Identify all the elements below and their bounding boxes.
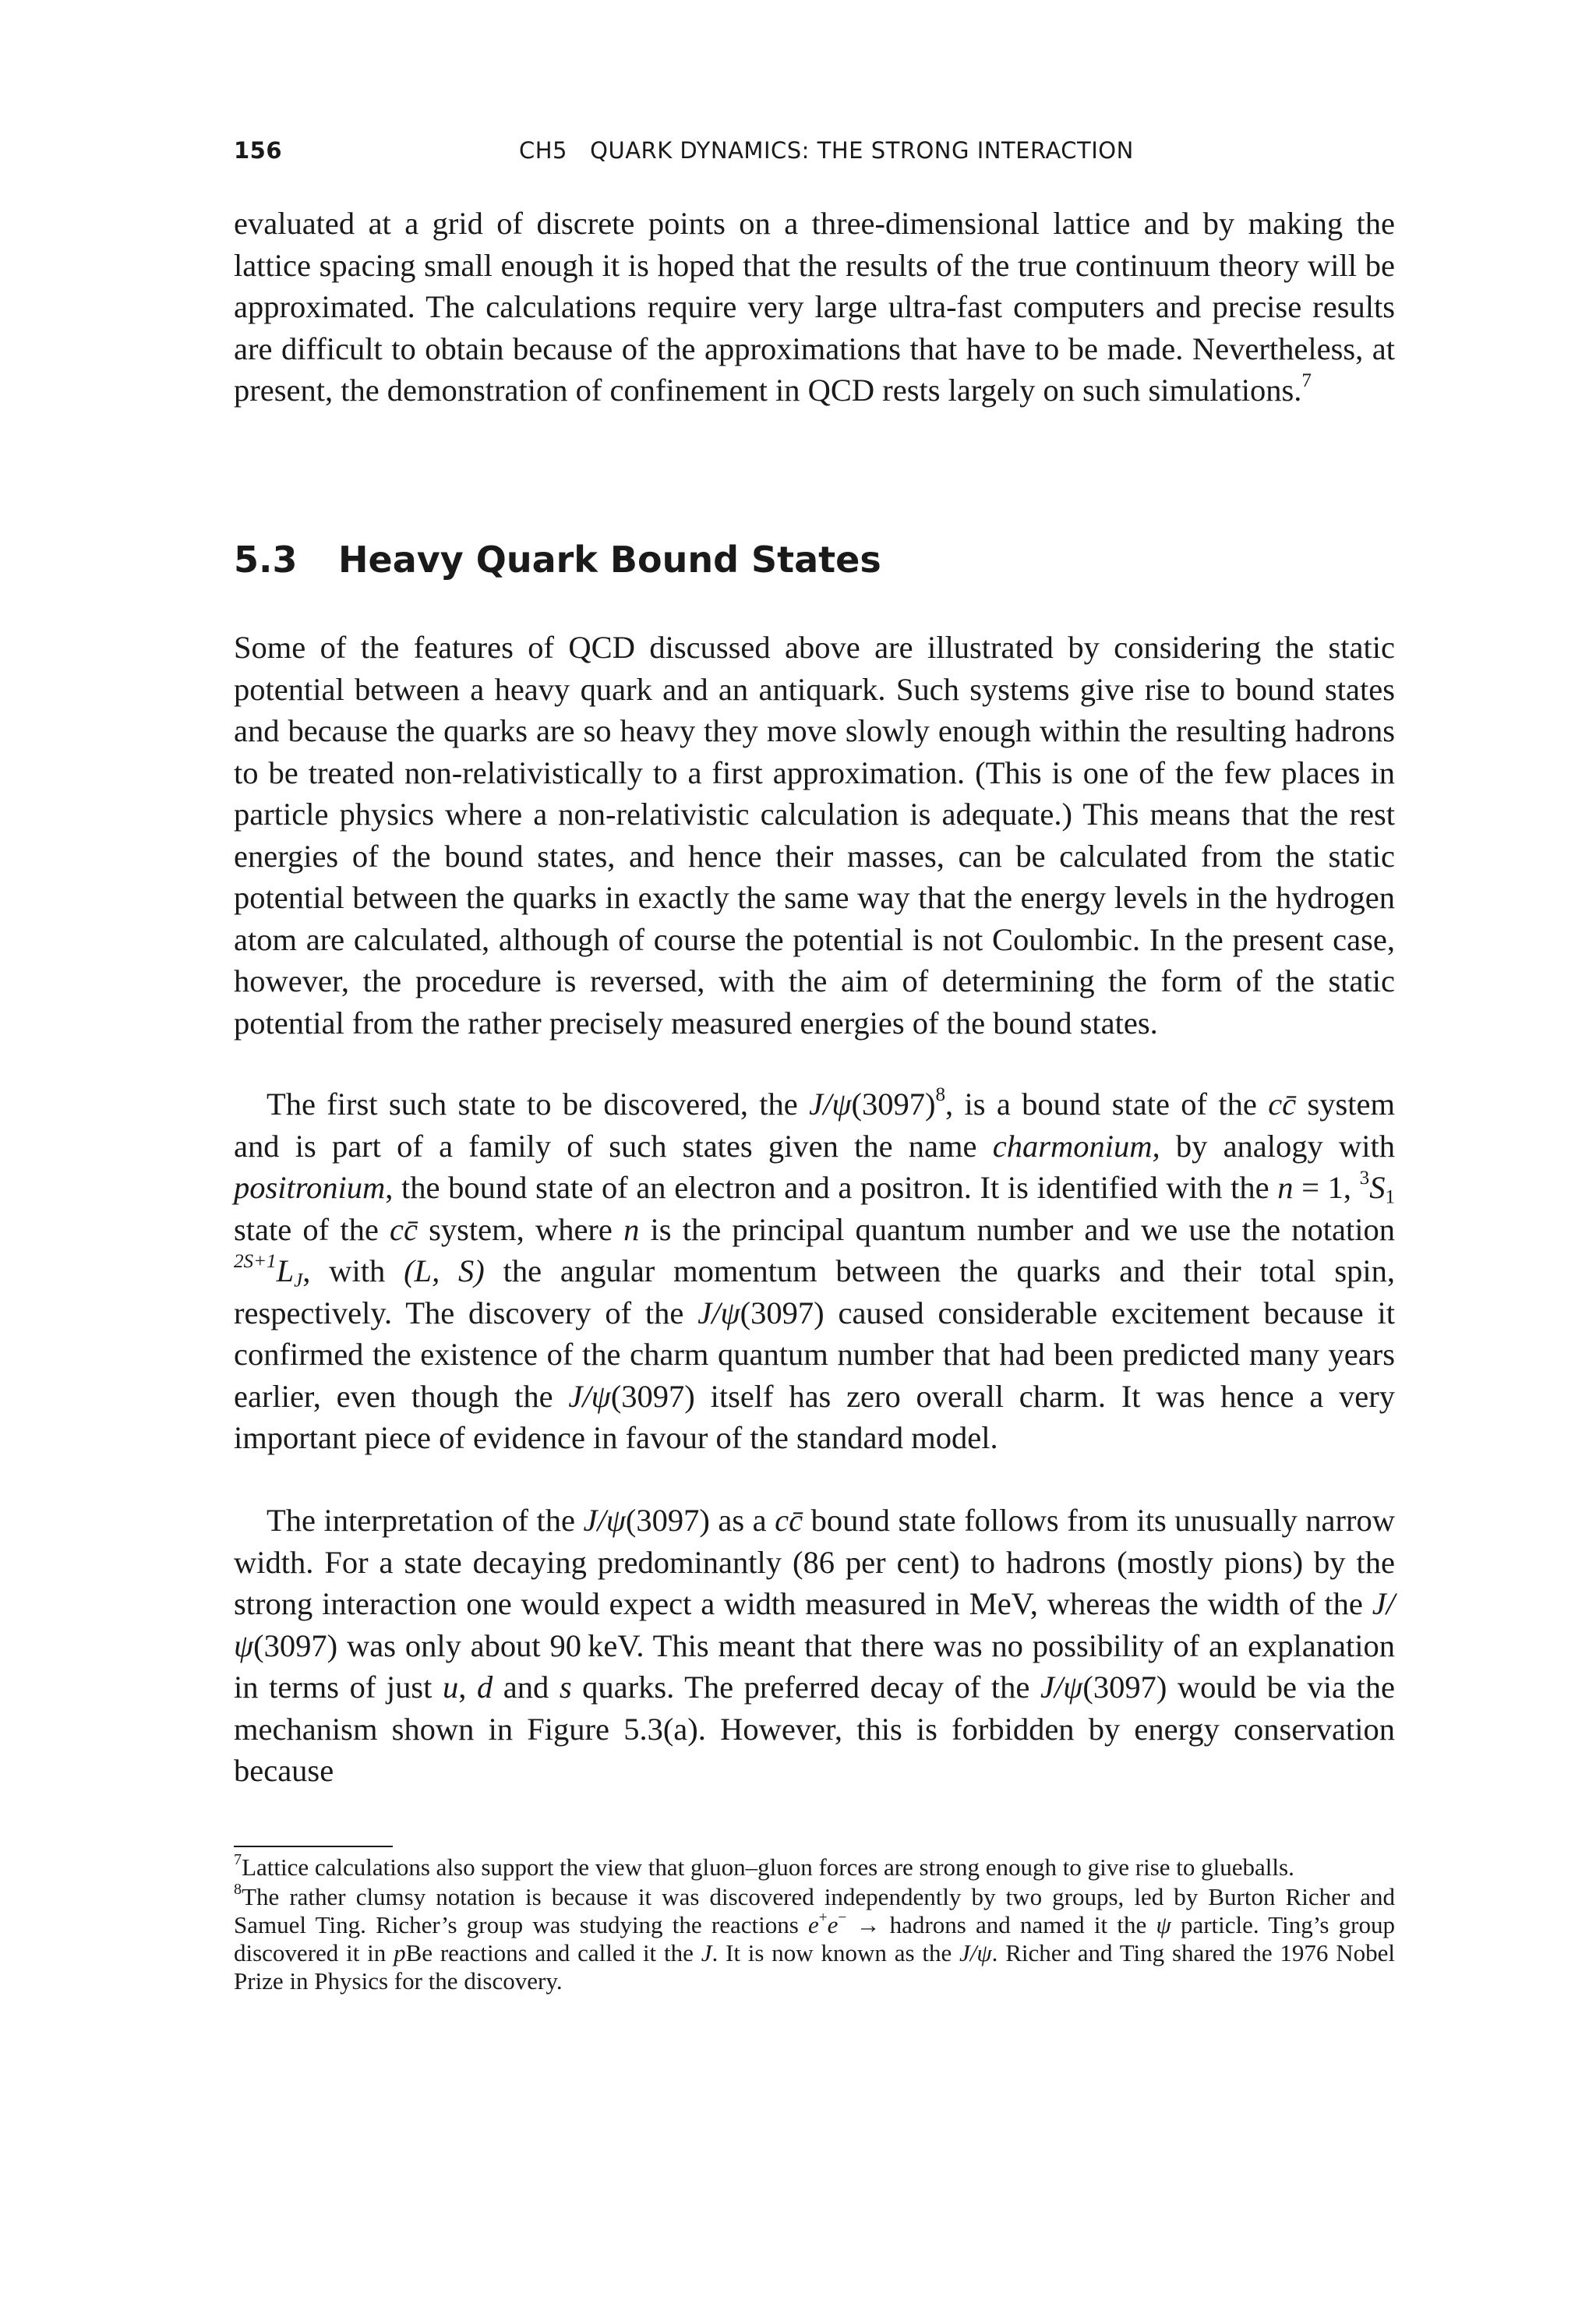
jpsi-symbol: J/ψ [583, 1503, 626, 1538]
mass-value: (3097) [625, 1503, 710, 1538]
symbol-u: u [443, 1670, 459, 1705]
paragraph-1: Some of the features of QCD discussed above are illustrated by considering the static potential between a heavy quark and an antiquark. Such systems give rise to bound states and because the quarks are so heavy they move slowly enough within the resulting hadrons to be treated non-relativistically to a first approximation. (This is one of the few places in particle physics where a non-relativistic calculation is adequate.) This means that the rest energies of the bound states, and hence their masses, can be calculated from the static potential between the quarks in exactly the same way that the energy levels in the hydrogen atom are calculated, although of course the potential is not Coulombic. In the present case, however, the procedure is reversed, with the aim of determining the form of the static potential from the rather precisely measured energies of the bound states. [234, 630, 1395, 1041]
term-positronium: positronium [234, 1170, 386, 1205]
text-run: The first such state to be discovered, the [267, 1087, 810, 1122]
text-run: caused considerable excitement because it confirmed the existence of the charm quantum number that had been predicted many years earlier, even though the [234, 1295, 1395, 1414]
running-head [234, 137, 1395, 168]
text-run: by analogy with [1160, 1128, 1395, 1164]
paragraph-continuation [234, 203, 1395, 412]
text-run: is the principal quantum number and we use the notation [639, 1211, 1395, 1247]
symbol-n: n [1277, 1170, 1294, 1205]
superscript: + [818, 1910, 828, 1927]
text-run: quarks. The preferred decay of the [571, 1670, 1040, 1705]
symbol-n: n [623, 1211, 640, 1247]
symbol-S: S [1369, 1170, 1386, 1205]
footnote-ref-7: 7 [1301, 369, 1312, 391]
text-run: would be via the mechanism shown in Figure 5.3(a). However, this is forbidden by energy conservation because [234, 1670, 1396, 1788]
footnote-rule [234, 1846, 393, 1847]
symbol-J: J [701, 1939, 712, 1966]
footnote-text: . It is now known as the [711, 1939, 960, 1966]
term-charmonium: charmonium, [992, 1128, 1160, 1164]
jpsi-symbol: J/ψ [1040, 1670, 1083, 1705]
footnote-text: → hadrons and named it the [846, 1911, 1156, 1938]
jpsi-symbol: J/ψ [809, 1087, 852, 1122]
text-run: system and is part of a family of such states given the name [234, 1087, 1395, 1164]
symbol-e: e [827, 1911, 839, 1938]
footnote-text: Be reactions and called it the [405, 1939, 701, 1966]
text-run: and [493, 1670, 560, 1705]
footnote-text: Lattice calculations also support the view that gluon–gluon forces are strong enough to give rise to glueballs. [242, 1853, 1294, 1881]
mass-value: (3097) [1082, 1670, 1167, 1705]
paragraph-2 [234, 1083, 1395, 1459]
footnotes [234, 1850, 1395, 1995]
psi-symbol: ψ [1156, 1911, 1171, 1938]
symbol-d: d [476, 1670, 493, 1705]
text-run: itself has zero overall charm. It was hence a very important piece of evidence in favour of the standard model. [234, 1378, 1395, 1455]
footnote-text: . Richer and Ting shared the 1976 Nobel Prize in Physics for the discovery. [234, 1939, 1395, 1995]
chapter-title: CH5 QUARK DYNAMICS: THE STRONG INTERACTION [519, 137, 1134, 164]
mass-value: (3097) [851, 1087, 936, 1122]
text-run: , the bound state of an electron and a positron. It is identified with the [385, 1170, 1278, 1205]
footnote-8 [234, 1880, 1395, 1995]
ccbar-symbol: cc̄ [390, 1211, 418, 1247]
symbol-LS: (L, S) [404, 1253, 485, 1288]
section-heading [234, 536, 1395, 583]
text-run: the angular momentum between the quarks and their total spin, respectively. The discovery of the [234, 1253, 1395, 1330]
mass-value: (3097) [610, 1378, 695, 1414]
ccbar-symbol: cc̄ [1268, 1087, 1297, 1122]
text-run: = 1, [1293, 1170, 1360, 1205]
symbol-L: L [276, 1253, 295, 1288]
footnote-7 [234, 1850, 1395, 1882]
text-run: state of the [234, 1211, 390, 1247]
superscript: 3 [1359, 1167, 1370, 1189]
page-number: 156 [234, 137, 283, 164]
symbol-e: e [808, 1911, 819, 1938]
section-number: 5.3 [234, 539, 298, 581]
superscript: − [838, 1910, 847, 1927]
subscript: 1 [1385, 1186, 1396, 1208]
text-run: was only about 90 keV. This meant that there was no possibility of an explanation in terms of just [234, 1627, 1395, 1705]
footnote-text: particle. Ting’s group discovered it in [234, 1911, 1395, 1966]
jpsi-symbol: J/ψ [568, 1378, 611, 1414]
jpsi-symbol: J/ψ [959, 1939, 992, 1966]
superscript: 2S+1 [234, 1250, 277, 1272]
paragraph-text: evaluated at a grid of discrete points on a three-dimensional lattice and by making the lattice spacing small enough it is hoped that the results of the true continuum theory will be approximated. The calculations require very large ultra-fast computers and precise results are difficult to obtain because of the approximations that have to be made. Nevertheless, at present, the demonstration of confinement in QCD rests largely on such simulations. [234, 206, 1395, 408]
text-run: The interpretation of the [267, 1503, 584, 1538]
mass-value: (3097) [253, 1627, 338, 1663]
text-run: system, where [417, 1211, 624, 1247]
footnote-mark: 8 [234, 1880, 242, 1898]
ccbar-symbol: cc̄ [775, 1503, 803, 1538]
mass-value: (3097) [740, 1295, 824, 1330]
paragraph-3 [234, 1500, 1395, 1792]
text-run: , is a bound state of the [945, 1087, 1269, 1122]
jpsi-symbol: J/ψ [697, 1295, 740, 1330]
text-run: bound state follows from its unusually narrow width. For a state decaying predominantly (86 per cent) to hadrons (mostly pions) by the strong interaction one would expect a width measured in MeV, whereas the width of the [234, 1503, 1395, 1621]
footnote-text: The rather clumsy notation is because it was discovered independently by two groups, led by Burton Richer and Samuel Ting. Richer’s group was studying the reactions [234, 1883, 1395, 1938]
text-run: , with [302, 1253, 404, 1288]
text-run: as a [709, 1503, 775, 1538]
section-title: Heavy Quark Bound States [338, 539, 881, 581]
text-run: , [458, 1670, 477, 1705]
symbol-s: s [559, 1670, 572, 1705]
jpsi-symbol: J/ψ [234, 1586, 1395, 1663]
subscript-J: J [294, 1270, 303, 1292]
footnote-mark: 7 [234, 1850, 242, 1868]
footnote-ref-8: 8 [935, 1083, 946, 1105]
symbol-p: p [394, 1939, 406, 1966]
